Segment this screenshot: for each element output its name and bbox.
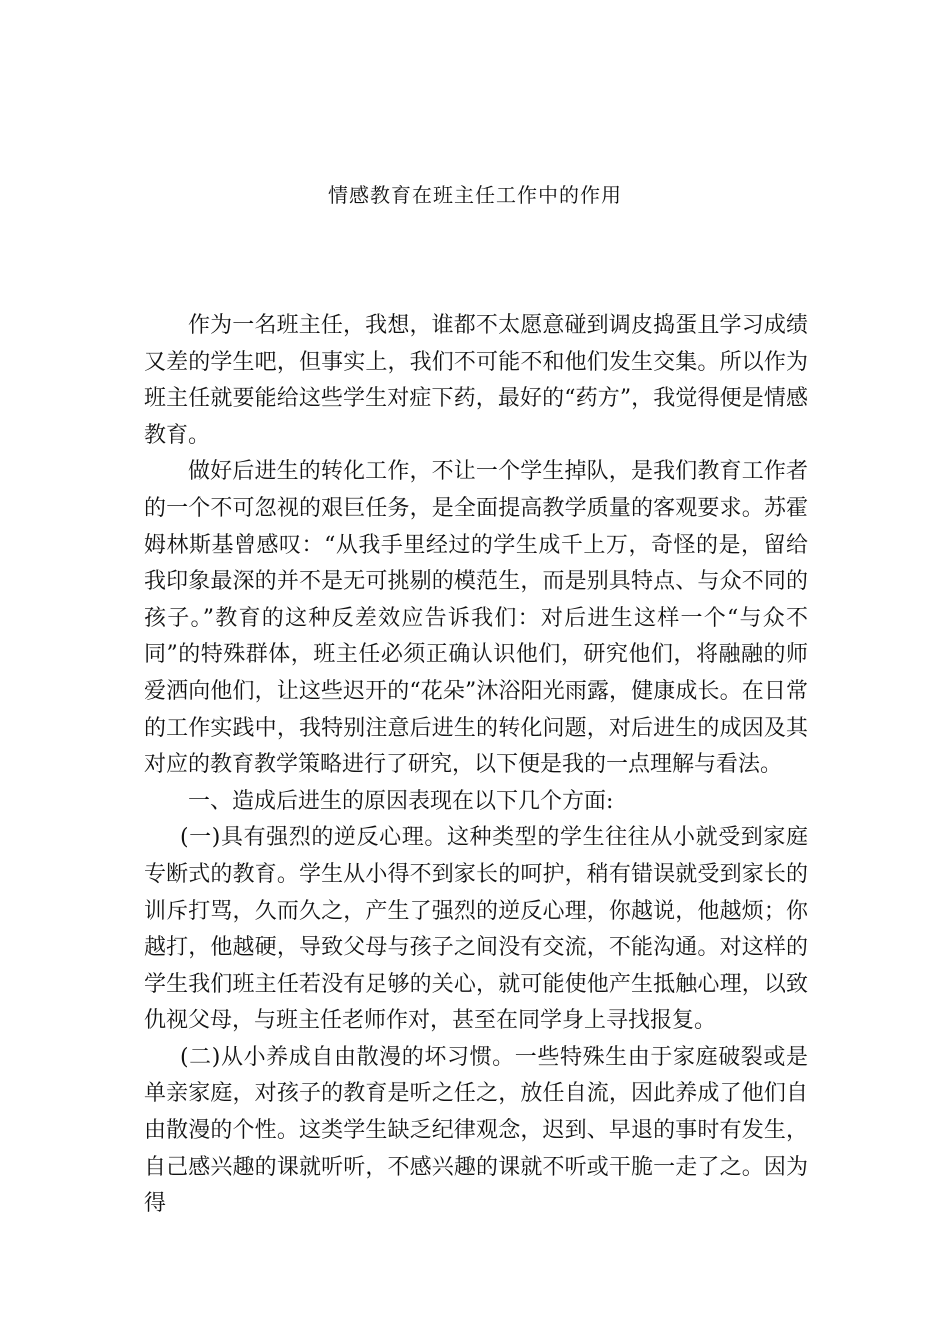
subsection-undisciplined: (二)从小养成自由散漫的坏习惯。一些特殊生由于家庭破裂或是单亲家庭，对孩子的教育是听之任之，放任自流，因此养成了他们自由散漫的个性。这类学生缺乏纪律观念，迟到、早退的事时有发生，自己感兴趣的课就听听，不感兴趣的课就不听或干脆一走了之。因为得 <box>144 1044 808 1217</box>
section-heading: 一、造成后进生的原因表现在以下几个方面: <box>188 788 614 814</box>
document-title: 情感教育在班主任工作中的作用 <box>328 183 622 207</box>
subsection-rebellious: (一)具有强烈的逆反心理。这种类型的学生往往从小就受到家庭专断式的教育。学生从小得不到家长的呵护，稍有错误就受到家长的训斥打骂，久而久之，产生了强烈的逆反心理，你越说，他越烦；你越打，他越硬，导致父母与孩子之间没有交流，不能沟通。对这样的学生我们班主任若没有足够的关心，就可能使他产生抵触心理，以致仇视父母，与班主任老师作对，甚至在同学身上寻找报复。 <box>144 825 808 1034</box>
paragraph-intro: 作为一名班主任，我想，谁都不太愿意碰到调皮捣蛋且学习成绩又差的学生吧，但事实上，我们不可能不和他们发生交集。所以作为班主任就要能给这些学生对症下药，最好的“药方”，我觉得便是情感教育。 <box>144 313 808 448</box>
document-body <box>144 308 808 1223</box>
paragraph-background: 做好后进生的转化工作，不让一个学生掉队，是我们教育工作者的一个不可忽视的艰巨任务，是全面提高教学质量的客观要求。苏霍姆林斯基曾感叹：“从我手里经过的学生成千上万，奇怪的是，留给我印象最深的并不是无可挑剔的模范生，而是别具特点、与众不同的孩子。”教育的这种反差效应告诉我们：对后进生这样一个“与众不同”的特殊群体，班主任必须正确认识他们，研究他们，将融融的师爱洒向他们，让这些迟开的“花朵”沐浴阳光雨露，健康成长。在日常的工作实践中，我特别注意后进生的转化问题，对后进生的成因及其对应的教育教学策略进行了研究，以下便是我的一点理解与看法。 <box>144 459 808 778</box>
